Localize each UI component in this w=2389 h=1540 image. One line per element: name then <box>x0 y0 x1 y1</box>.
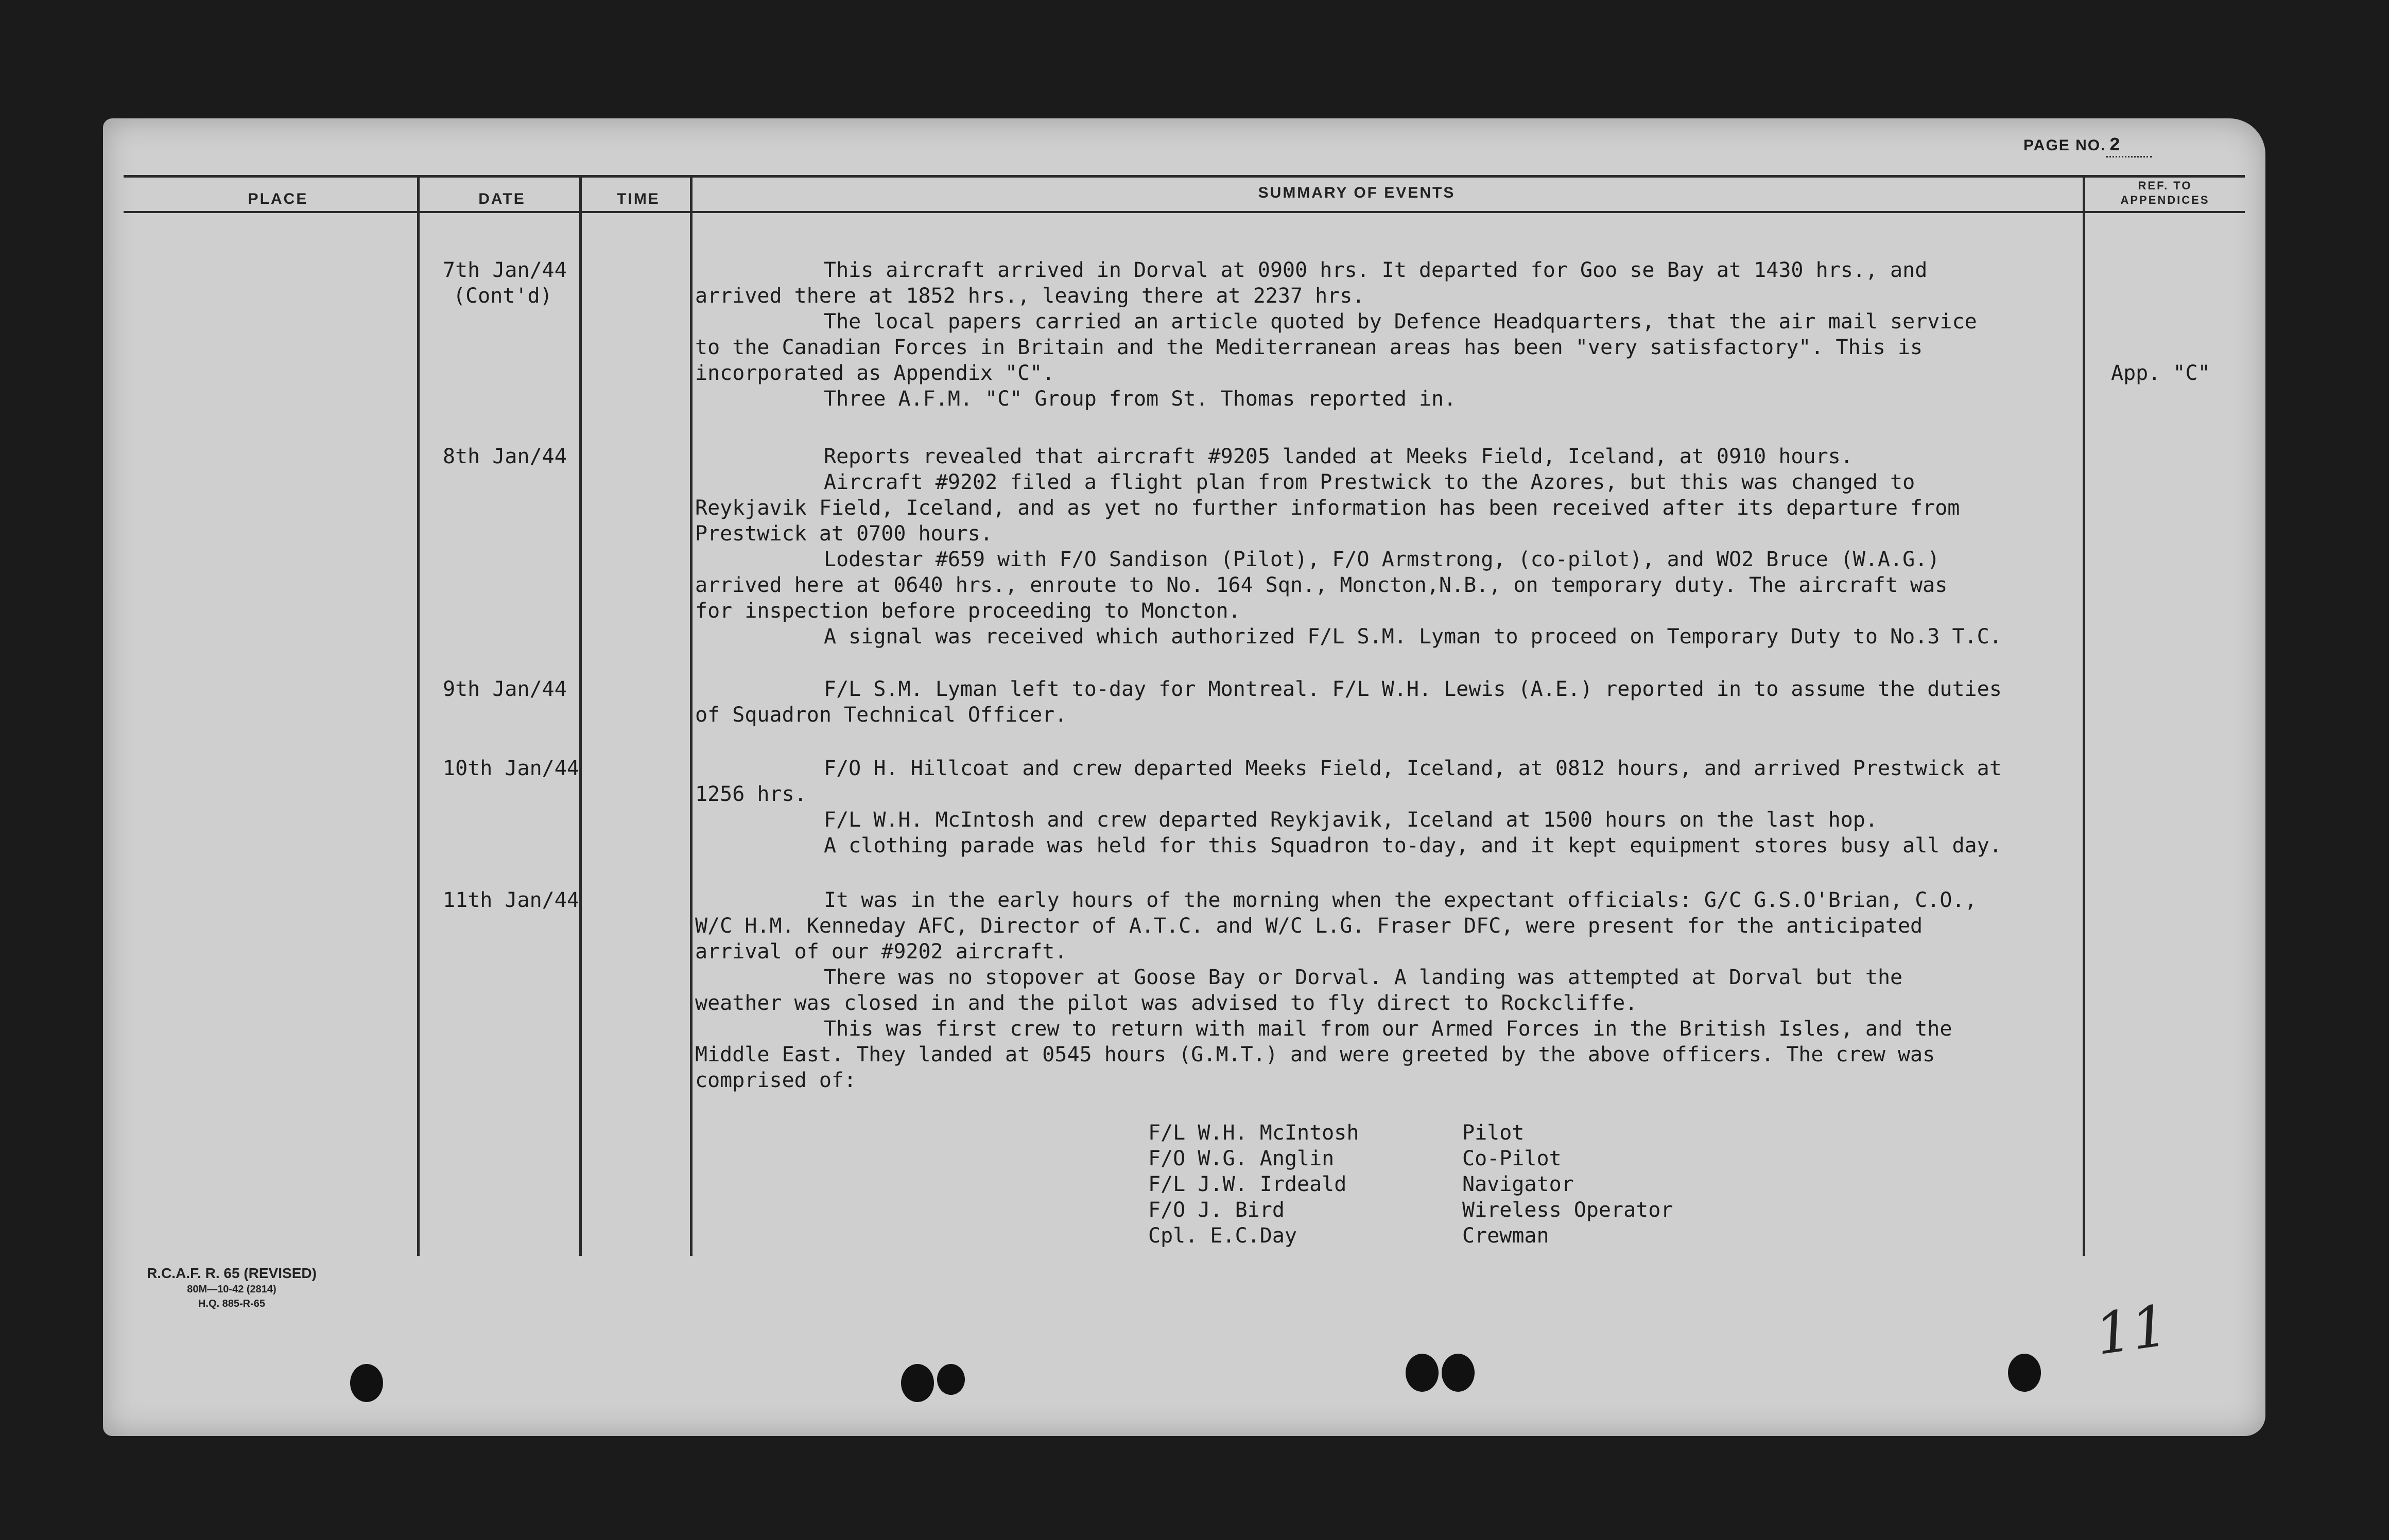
summary-line: This aircraft arrived in Dorval at 0900 hrs. It departed for Goo se Bay at 1430 hrs., and <box>824 258 1928 282</box>
summary-line: F/L S.M. Lyman left to-day for Montreal. F/L W.H. Lewis (A.E.) reported in to assume the duties <box>824 677 2002 701</box>
page-number <box>2023 135 2152 156</box>
summary-line: There was no stopover at Goose Bay or Dorval. A landing was attempted at Dorval but the <box>824 966 1903 989</box>
summary-line: for inspection before proceeding to Moncton. <box>695 599 1241 623</box>
column-divider-time <box>690 175 693 1256</box>
folio-mark: 11 <box>2091 1292 2172 1368</box>
punch-hole <box>2008 1354 2041 1392</box>
summary-line: Reports revealed that aircraft #9205 landed at Meeks Field, Iceland, at 0910 hours. <box>824 445 1853 468</box>
header-date: DATE <box>478 190 526 207</box>
header-bottom-rule <box>124 211 2245 213</box>
summary-line: arrived here at 0640 hrs., enroute to No. 164 Sqn., Moncton,N.B., on temporary duty. The aircraft was <box>695 573 1948 597</box>
crew-name: F/L J.W. Irdeald <box>1148 1172 1347 1196</box>
summary-line: to the Canadian Forces in Britain and the Mediterranean areas has been "very satisfactory". This is <box>695 336 1923 359</box>
header-time: TIME <box>617 190 660 207</box>
summary-line: 1256 hrs. <box>695 782 807 806</box>
date-10th-jan: 10th Jan/44 <box>443 757 579 780</box>
summary-line: Lodestar #659 with F/O Sandison (Pilot), F/O Armstrong, (co-pilot), and WO2 Bruce (W.A.G.) <box>824 548 1940 571</box>
page-number-value: 2 <box>2106 135 2152 157</box>
date-11th-jan: 11th Jan/44 <box>443 888 579 912</box>
date-9th-jan: 9th Jan/44 <box>443 677 567 701</box>
summary-line: comprised of: <box>695 1069 857 1092</box>
crew-role: Co-Pilot <box>1462 1147 1562 1170</box>
summary-line: arrived there at 1852 hrs., leaving there at 2237 hrs. <box>695 284 1365 308</box>
crew-name: Cpl. E.C.Day <box>1148 1224 1297 1248</box>
header-ref-line1: REF. TO <box>2138 179 2192 192</box>
column-divider-date <box>579 175 582 1256</box>
summary-line: It was in the early hours of the morning when the expectant officials: G/C G.S.O'Brian, C.O., <box>824 888 1977 912</box>
crew-role: Crewman <box>1462 1224 1549 1248</box>
crew-role: Pilot <box>1462 1121 1525 1145</box>
summary-line: Middle East. They landed at 0545 hours (G.M.T.) and were greeted by the above officers. The crew was <box>695 1043 1935 1066</box>
summary-line: Reykjavik Field, Iceland, and as yet no further information has been received after its departure from <box>695 496 1960 520</box>
crew-role: Navigator <box>1462 1172 1574 1196</box>
date-8th-jan: 8th Jan/44 <box>443 445 567 468</box>
header-top-rule <box>124 175 2245 178</box>
summary-line: Prestwick at 0700 hours. <box>695 522 993 546</box>
header-place: PLACE <box>248 190 308 207</box>
punch-hole <box>350 1364 383 1402</box>
header-ref-line2: APPENDICES <box>2120 194 2210 206</box>
crew-name: F/O W.G. Anglin <box>1148 1147 1335 1170</box>
summary-line: incorporated as Appendix "C". <box>695 361 1055 385</box>
column-divider-place <box>417 175 420 1256</box>
summary-line: arrival of our #9202 aircraft. <box>695 940 1067 964</box>
punch-hole <box>1406 1354 1439 1392</box>
form-hq-ref: H.Q. 885-R-65 <box>198 1298 266 1309</box>
summary-line: The local papers carried an article quoted by Defence Headquarters, that the air mail service <box>824 310 1977 334</box>
date-7th-jan-contd: (Cont'd) <box>453 284 552 308</box>
summary-line: Aircraft #9202 filed a flight plan from Prestwick to the Azores, but this was changed to <box>824 470 1915 494</box>
document-sheet <box>103 118 2265 1436</box>
page-number-label: PAGE NO. <box>2023 137 2106 154</box>
date-7th-jan: 7th Jan/44 <box>443 258 567 282</box>
crew-name: F/L W.H. McIntosh <box>1148 1121 1359 1145</box>
summary-line: F/O H. Hillcoat and crew departed Meeks Field, Iceland, at 0812 hours, and arrived Prestwick at <box>824 757 2002 780</box>
summary-line: F/L W.H. McIntosh and crew departed Reykjavik, Iceland at 1500 hours on the last hop. <box>824 808 1878 832</box>
summary-line: Three A.F.M. "C" Group from St. Thomas reported in. <box>824 387 1457 411</box>
summary-line: weather was closed in and the pilot was advised to fly direct to Rockcliffe. <box>695 991 1638 1015</box>
summary-line: of Squadron Technical Officer. <box>695 703 1067 727</box>
appendix-reference: App. "C" <box>2111 361 2210 385</box>
column-divider-summary <box>2083 175 2085 1256</box>
crew-role: Wireless Operator <box>1462 1198 1673 1222</box>
summary-line: A clothing parade was held for this Squadron to-day, and it kept equipment stores busy all day. <box>824 834 2002 857</box>
header-summary: SUMMARY OF EVENTS <box>1258 184 1456 201</box>
summary-line: W/C H.M. Kenneday AFC, Director of A.T.C. and W/C L.G. Fraser DFC, were present for the anticipated <box>695 914 1923 938</box>
summary-line: This was first crew to return with mail from our Armed Forces in the British Isles, and the <box>824 1017 1952 1041</box>
form-number: R.C.A.F. R. 65 (REVISED) <box>147 1265 317 1281</box>
punch-hole <box>937 1364 965 1395</box>
punch-hole <box>901 1364 934 1402</box>
crew-name: F/O J. Bird <box>1148 1198 1285 1222</box>
form-print-run: 80M—10-42 (2814) <box>187 1284 276 1295</box>
summary-line: A signal was received which authorized F/L S.M. Lyman to proceed on Temporary Duty to No.3 T.C. <box>824 625 2002 649</box>
punch-hole <box>1442 1354 1475 1392</box>
